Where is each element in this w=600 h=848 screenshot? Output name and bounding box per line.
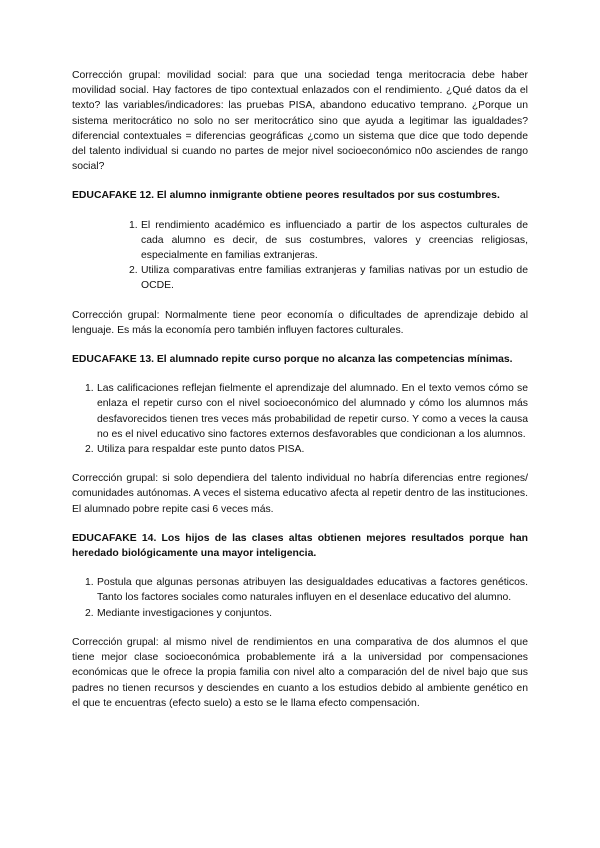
section-title: EDUCAFAKE 12. El alumno inmigrante obtiene peores resultados por sus costumbres. <box>72 190 500 202</box>
section-title: EDUCAFAKE 13. El alumnado repite curso porque no alcanza las competencias mínimas. <box>72 354 513 366</box>
list-number: 2. <box>129 265 138 277</box>
list-item <box>85 381 528 442</box>
list-item-text: Utiliza comparativas entre familias extranjeras y familias nativas por un estudio de OCDE. <box>141 265 528 292</box>
section-educafake-14 <box>72 531 528 711</box>
intro-correction: Corrección grupal: movilidad social: para que una sociedad tenga meritocracia debe haber movilidad social. Hay factores de tipo contextual enlazados con el rendimiento. ¿Qué datos da el texto? las variables/indicadores: las pruebas PISA, abandono educativo temprano. ¿Porque un sistema meritocrático no solo no ser meritocrático sino que ayuda a legitimar las igualdades? diferencial contextuales = diferencias geográficas ¿como un sistema que dice que todo depende del talento individual si cuando no partes de mejor nivel socioeconómico n0o asciendes de rango social? <box>72 70 528 173</box>
group-correction: Corrección grupal: Normalmente tiene peor economía o dificultades de aprendizaje debido al lenguaje. Es más la economía pero también influyen factores culturales. <box>72 309 528 336</box>
list-item <box>129 218 528 264</box>
numbered-list <box>72 218 528 294</box>
list-item <box>129 263 528 293</box>
list-number: 1. <box>85 577 94 589</box>
list-number: 1. <box>85 383 94 395</box>
list-item <box>85 442 528 457</box>
list-item-text: Las calificaciones reflejan fielmente el aprendizaje del alumnado. En el texto vemos cómo se enlaza el repetir curso con el nivel socioeconómico del alumnado y cómo los alumnos más desfavorecidos tienen tres veces más probabilidad de repetir curso. Y como a veces la causa no es el nivel educativo sino factores externos desfavorables que condicionan a los alumnos. <box>97 383 528 440</box>
list-item <box>85 606 528 621</box>
list-item-text: Postula que algunas personas atribuyen las desigualdades educativas a factores genéticos. Tanto los factores sociales como naturales influyen en el desenlace educativo del alumno. <box>97 577 528 604</box>
list-item <box>85 575 528 605</box>
list-number: 2. <box>85 444 94 456</box>
list-number: 1. <box>129 219 138 231</box>
list-item-text: Mediante investigaciones y conjuntos. <box>97 607 273 619</box>
numbered-list <box>72 381 528 457</box>
group-correction: Corrección grupal: si solo dependiera del talento individual no habría diferencias entre regiones/ comunidades autónomas. A veces el sistema educativo afecta al repetir dentro de las instituciones. El alumnado pobre repite casi 6 veces más. <box>72 473 528 515</box>
numbered-list <box>72 575 528 621</box>
list-item-text: El rendimiento académico es influenciado a partir de los aspectos culturales de cada alumno es decir, de sus costumbres, valores y creencias religiosas, especialmente en familias extranjeras. <box>141 219 528 262</box>
list-item-text: Utiliza para respaldar este punto datos PISA. <box>97 444 305 456</box>
list-number: 2. <box>85 607 94 619</box>
group-correction: Corrección grupal: al mismo nivel de rendimientos en una comparativa de dos alumnos el que tiene mejor clase socioeconómica probablemente irá a la universidad por compensaciones económicas que le ofrece la propia familia con nivel alto a comparación del de nivel bajo que sus padres no tienen recursos y desciendes en cuanto a los estudios debido al ambiente genético en el que te encuentras (efecto suelo) a esto se le llama efecto compensación. <box>72 636 528 709</box>
section-title: EDUCAFAKE 14. Los hijos de las clases altas obtienen mejores resultados porque han heredado biológicamente una mayor inteligencia. <box>72 532 528 560</box>
section-educafake-13 <box>72 352 528 517</box>
section-educafake-12 <box>72 188 528 338</box>
document-body <box>72 68 528 711</box>
